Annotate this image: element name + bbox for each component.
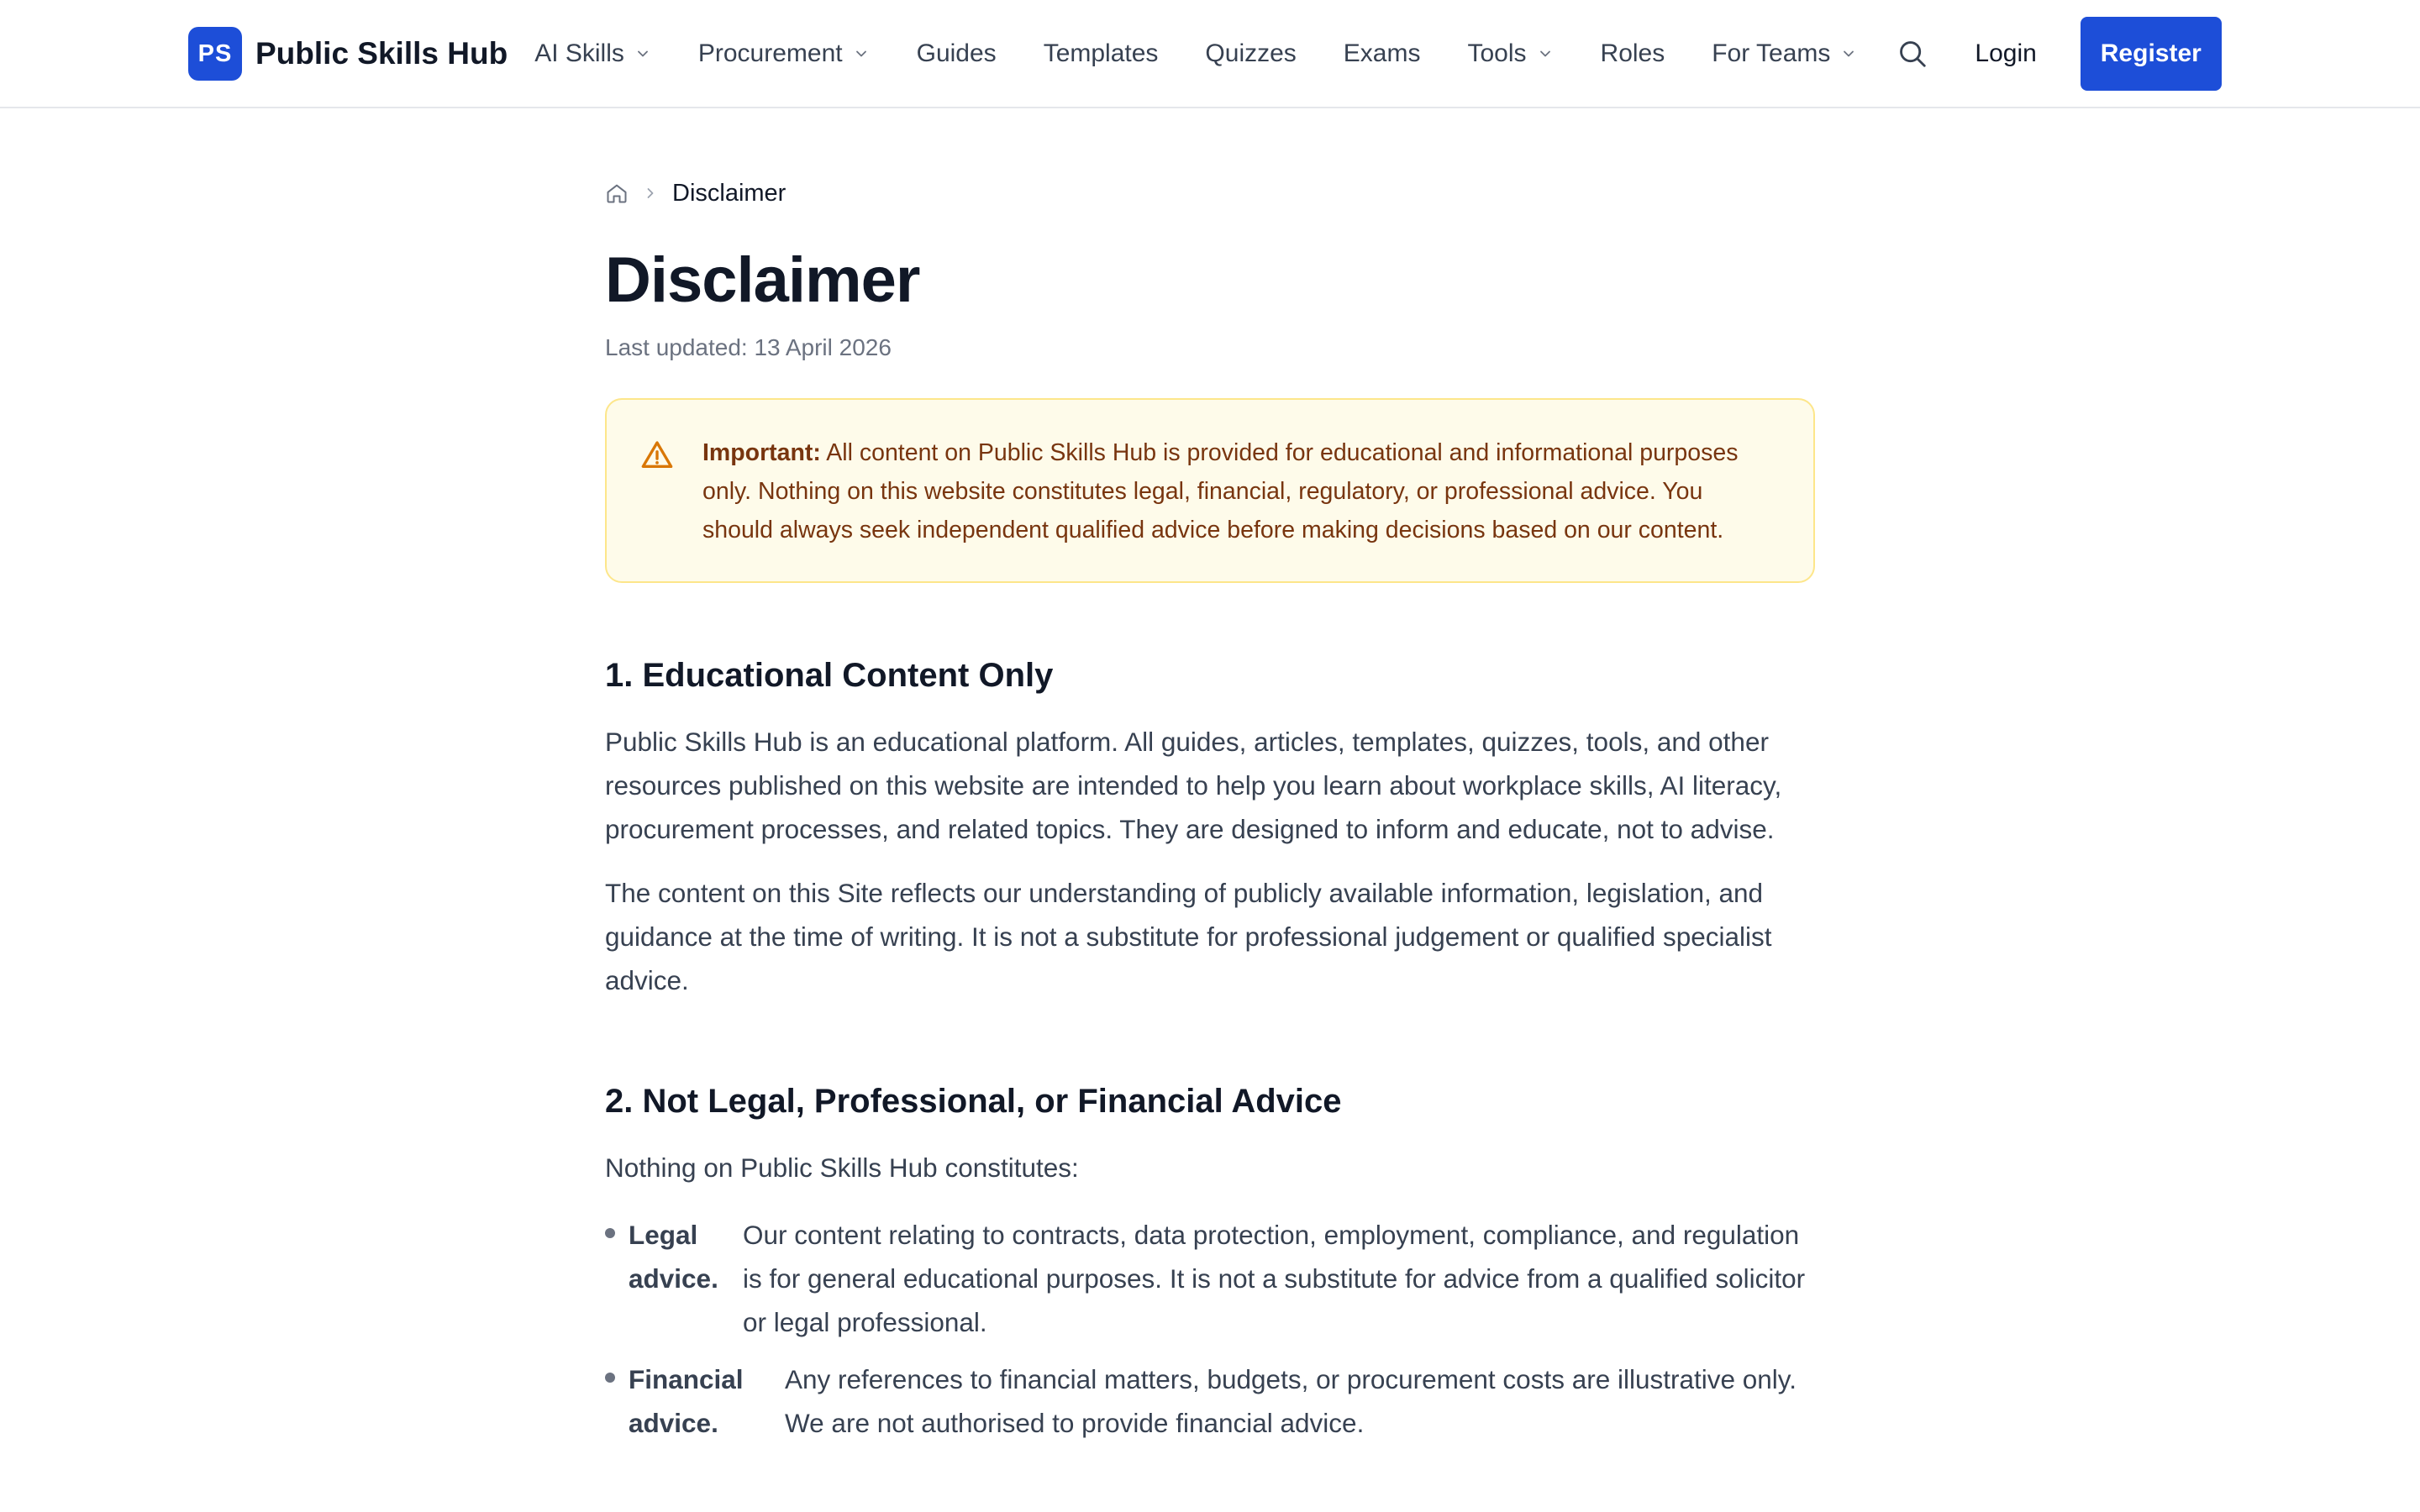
chevron-down-icon bbox=[1840, 45, 1857, 62]
logo-badge[interactable]: PS bbox=[188, 27, 242, 81]
list-item-description: Any references to financial matters, budgets, or procurement costs are illustrative only. We are not authorised to provide financial advice. bbox=[785, 1363, 1797, 1438]
main-nav bbox=[534, 39, 1904, 68]
page-title: Disclaimer bbox=[605, 244, 920, 316]
nav-item-procurement[interactable] bbox=[698, 39, 870, 68]
nav-label: For Teams bbox=[1712, 39, 1831, 67]
search-icon bbox=[1897, 38, 1928, 70]
top-navigation-inner bbox=[188, 0, 2232, 108]
notice-body: All content on Public Skills Hub is provided for educational and informational purposes only. Nothing on this website constitutes legal, financial, regulatory, or professional advice. You should always seek independent qualified advice before making decisions based on our content. bbox=[702, 438, 1739, 543]
nav-label: Tools bbox=[1467, 39, 1527, 67]
section2-lead: Nothing on Public Skills Hub constitutes: bbox=[605, 1152, 1079, 1183]
list-item bbox=[605, 1357, 1815, 1445]
breadcrumb-current: Disclaimer bbox=[672, 179, 786, 207]
list-item bbox=[605, 1213, 1815, 1344]
chevron-down-icon bbox=[1537, 45, 1554, 62]
nav-item-tools[interactable] bbox=[1467, 39, 1553, 68]
notice-text bbox=[702, 433, 1771, 549]
section-heading-educational: 1. Educational Content Only bbox=[605, 656, 1054, 694]
nav-item-roles[interactable] bbox=[1601, 39, 1665, 68]
section1-paragraph-2: The content on this Site reflects our understanding of publicly available information, legislation, and guidance at the time of writing. It is not a substitute for professional judgement or qualified specialist advice. bbox=[605, 877, 1772, 995]
section-heading-not-advice: 2. Not Legal, Professional, or Financial Advice bbox=[605, 1082, 1342, 1120]
search-button[interactable] bbox=[1894, 35, 1931, 72]
important-notice bbox=[605, 398, 1815, 583]
last-updated: Last updated: 13 April 2026 bbox=[605, 333, 892, 360]
nav-label: Quizzes bbox=[1205, 39, 1297, 67]
nav-label: Exams bbox=[1343, 39, 1421, 67]
chevron-down-icon bbox=[853, 45, 870, 62]
nav-item-exams[interactable] bbox=[1344, 39, 1421, 68]
nav-item-templates[interactable] bbox=[1044, 39, 1159, 68]
list-item-description: Our content relating to contracts, data protection, employment, compliance, and regulation is for general educational purposes. It is not a substitute for advice from a qualified solicitor or legal professional. bbox=[743, 1219, 1806, 1337]
nav-item-ai-skills[interactable] bbox=[534, 39, 651, 68]
bullet bbox=[605, 1373, 615, 1383]
list-item-term: Financial advice. bbox=[629, 1363, 744, 1438]
nav-item-for-teams[interactable] bbox=[1712, 39, 1857, 68]
nav-label: Procurement bbox=[697, 39, 843, 67]
site-name[interactable]: Public Skills Hub bbox=[255, 36, 508, 71]
warning-icon bbox=[640, 438, 674, 472]
breadcrumb bbox=[605, 168, 1815, 218]
nav-item-guides[interactable] bbox=[917, 39, 997, 68]
register-button[interactable]: Register bbox=[2081, 17, 2222, 91]
notice-label: Important: bbox=[702, 438, 821, 466]
main-content bbox=[605, 168, 1815, 1458]
nav-label: Templates bbox=[1043, 39, 1159, 67]
nav-label: Guides bbox=[916, 39, 997, 67]
nav-label: AI Skills bbox=[534, 39, 624, 67]
chevron-right-icon bbox=[642, 185, 659, 202]
chevron-down-icon bbox=[634, 45, 651, 62]
advice-list bbox=[605, 1213, 1815, 1445]
nav-item-quizzes[interactable] bbox=[1205, 39, 1296, 68]
list-item-term: Legal advice. bbox=[629, 1219, 718, 1294]
section1-paragraph-1: Public Skills Hub is an educational platform. All guides, articles, templates, quizzes, tools, and other resources published on this website are intended to help you learn about workplace skills, AI literacy, procurement processes, and related topics. They are designed to inform and educate, not to advise. bbox=[605, 726, 1782, 844]
top-navigation-bar bbox=[0, 0, 2420, 108]
nav-label: Roles bbox=[1600, 39, 1665, 67]
bullet bbox=[605, 1228, 615, 1238]
login-link[interactable]: Login bbox=[1975, 39, 2037, 67]
home-icon[interactable] bbox=[605, 181, 629, 205]
